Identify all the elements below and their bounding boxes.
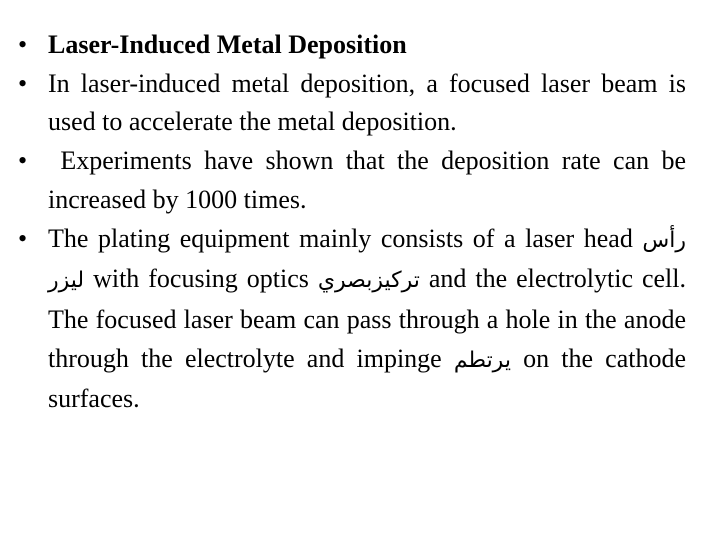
bullet-text: In laser-induced metal deposition, a focused laser beam is used to accelerate the metal deposition.	[48, 68, 686, 137]
bullet-item-definition	[18, 65, 686, 142]
arabic-term-focusing-optics: تركيزبصري	[317, 268, 420, 294]
bullet-item-equipment	[18, 220, 686, 420]
bullet-item-title	[18, 26, 686, 65]
bullet-text	[48, 224, 686, 414]
bullet-icon: •	[18, 30, 28, 59]
bullet-list	[18, 26, 693, 419]
bullet-icon: •	[18, 68, 28, 98]
bullet-text: Experiments have shown that the deposition rate can be increased by 1000 times.	[48, 146, 693, 214]
bullet-icon: •	[18, 223, 28, 253]
bullet-icon: •	[18, 146, 28, 176]
text-segment: on the cathode surfaces.	[48, 343, 687, 414]
arabic-term-laser-head: رأس ليزر	[48, 227, 686, 294]
text-segment: and the electrolytic cell. The focused laser beam can pass through a hole in the anode through the electrolyte and impinge	[48, 264, 686, 373]
bullet-item-experiments	[18, 142, 693, 219]
arabic-term-impinge: يرتطم	[453, 347, 511, 373]
bullet-heading: Laser-Induced Metal Deposition	[48, 30, 407, 59]
text-segment: The plating equipment mainly consists of a laser head	[48, 223, 643, 253]
text-segment: with focusing optics	[84, 264, 318, 294]
